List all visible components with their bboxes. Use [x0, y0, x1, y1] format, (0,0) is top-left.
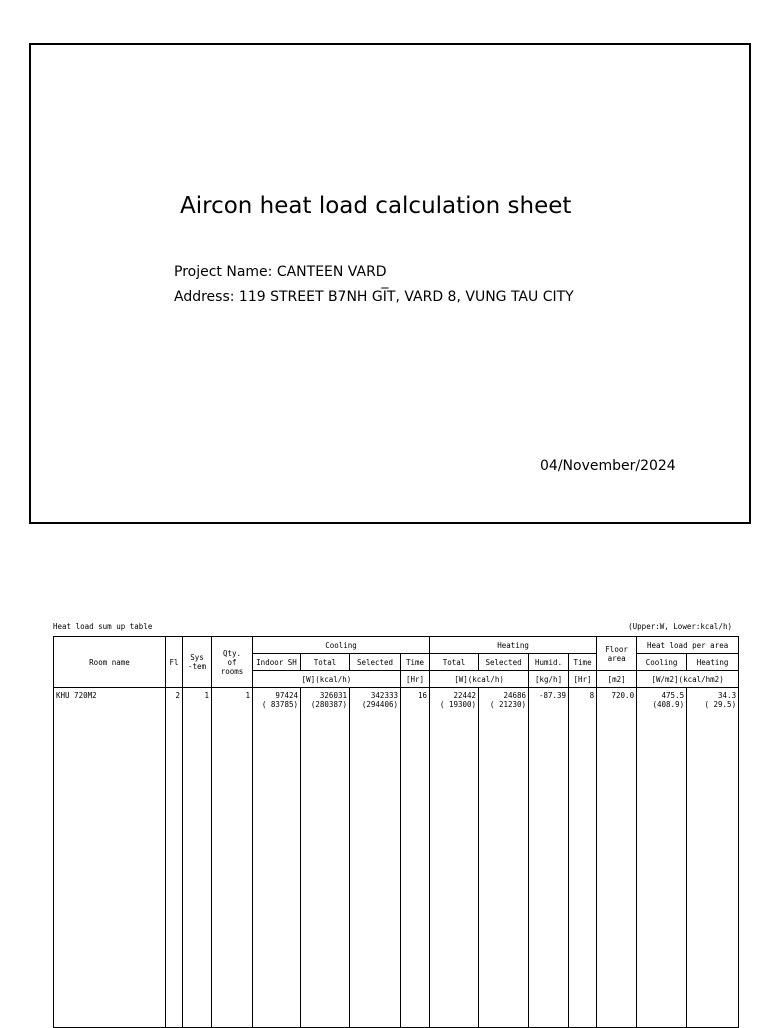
unit-kgh: [kg/h] [529, 671, 569, 688]
cover-sheet [29, 43, 751, 524]
unit-cooling-hr: [Hr] [401, 671, 430, 688]
cell-heating-time: 8 [569, 688, 597, 1028]
cell-indoor-sh-kcal: ( 83785) [261, 700, 298, 709]
header-heating-time: Time [569, 654, 597, 671]
header-qty-1: Qty. [222, 648, 242, 658]
cell-heating-total-kcal: ( 19300) [439, 700, 477, 709]
cell-heating-selected-w: 24686 [503, 691, 527, 700]
cell-cooling-selected [350, 688, 401, 1028]
cell-humid: -87.39 [529, 688, 569, 1028]
cell-heating-total [430, 688, 479, 1028]
cell-cooling-selected-kcal: (294406) [361, 700, 398, 709]
cell-cooling-total-w: 326031 [319, 691, 347, 700]
table-row [54, 688, 739, 1028]
sheet-title: Aircon heat load calculation sheet [180, 193, 572, 219]
header-qty [212, 637, 253, 688]
header-system-top: Sys [190, 653, 204, 662]
unit-note: (Upper:W, Lower:kcal/h) [628, 622, 732, 631]
cell-per-area-cooling-kcal: (408.9) [652, 700, 685, 709]
cell-per-area-cooling-w: 475.5 [661, 691, 685, 700]
header-cooling-total: Total [301, 654, 350, 671]
header-qty-2: of [227, 657, 237, 667]
header-cooling-selected: Selected [350, 654, 401, 671]
cell-cooling-selected-w: 342333 [370, 691, 398, 700]
project-name: Project Name: CANTEEN VARD [174, 264, 387, 280]
cell-cooling-time: 16 [401, 688, 430, 1028]
cell-heating-selected [479, 688, 529, 1028]
header-cooling-time: Time [401, 654, 430, 671]
cell-heating-selected-kcal: ( 21230) [489, 700, 527, 709]
header-qty-3: rooms [220, 666, 244, 676]
header-heating-selected: Selected [479, 654, 529, 671]
header-per-area: Heat load per area [637, 637, 739, 654]
header-system-bottom: -tem [187, 662, 207, 671]
heat-load-table [53, 636, 739, 1028]
project-address: Address: 119 STREET B7NH GI̅T, VARD 8, VUNG TAU CITY [174, 289, 574, 305]
cell-cooling-total [301, 688, 350, 1028]
table-caption: Heat load sum up table [53, 622, 153, 631]
header-floor-area-2: area [607, 653, 626, 663]
header-room-name: Room name [54, 637, 166, 688]
cell-qty: 1 [212, 688, 253, 1028]
header-floor-area [597, 637, 637, 671]
unit-per-area: [W/m2](kcal/hm2) [637, 671, 739, 688]
unit-m2: [m2] [597, 671, 637, 688]
cell-fl: 2 [166, 688, 183, 1028]
cell-room-name: KHU 720M2 [54, 688, 166, 1028]
unit-heating-w-kcal: [W](kcal/h) [430, 671, 529, 688]
header-system [183, 637, 212, 688]
unit-cooling-w-kcal: [W](kcal/h) [253, 671, 401, 688]
cell-cooling-total-kcal: (280387) [310, 700, 347, 709]
header-fl: Fl [166, 637, 183, 688]
header-cooling: Cooling [253, 637, 430, 654]
sheet-date: 04/November/2024 [540, 458, 676, 474]
cell-per-area-heating-w: 34.3 [718, 691, 737, 700]
cell-heating-total-w: 22442 [453, 691, 477, 700]
header-floor-area-1: Floor [605, 644, 628, 654]
header-indoor-sh: Indoor SH [253, 654, 301, 671]
cell-indoor-sh [253, 688, 301, 1028]
header-per-area-heating: Heating [687, 654, 739, 671]
header-heating-total: Total [430, 654, 479, 671]
header-heating: Heating [430, 637, 597, 654]
cell-floor-area: 720.0 [597, 688, 637, 1028]
cell-indoor-sh-w: 97424 [275, 691, 298, 700]
unit-heating-hr: [Hr] [569, 671, 597, 688]
cell-per-area-heating-kcal: ( 29.5) [704, 700, 737, 709]
header-per-area-cooling: Cooling [637, 654, 687, 671]
cell-system: 1 [183, 688, 212, 1028]
header-humid: Humid. [529, 654, 569, 671]
cell-per-area-heating [687, 688, 739, 1028]
cell-per-area-cooling [637, 688, 687, 1028]
